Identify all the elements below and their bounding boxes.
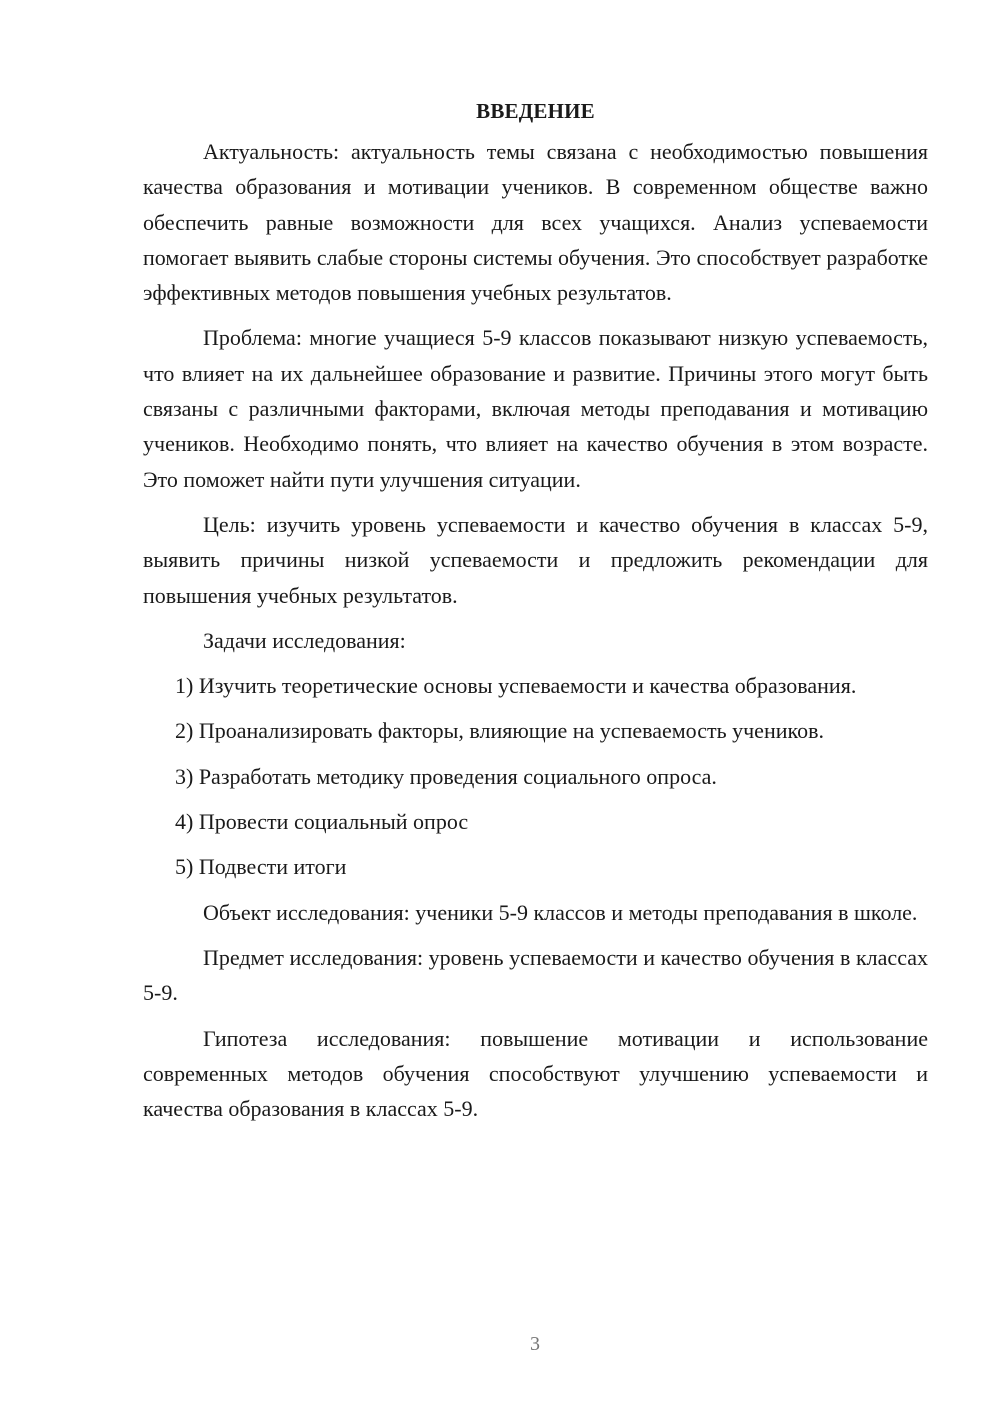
task-item-3: 3) Разработать методику проведения социального опроса. [175,763,717,789]
page-number: 3 [530,1333,540,1355]
object-paragraph: Объект исследования: ученики 5-9 классов и методы преподавания в школе. [203,899,918,925]
subject-paragraph: Предмет исследования: уровень успеваемости и качество обучения в классах 5-9. [143,944,928,1006]
task-item-2: 2) Проанализировать факторы, влияющие на успеваемость учеников. [175,718,824,744]
page-content [143,96,928,1136]
section-title: ВВЕДЕНИЕ [476,99,595,123]
task-item-1: 1) Изучить теоретические основы успеваемости и качества образования. [175,673,857,699]
task-item-5: 5) Подвести итоги [175,854,347,880]
tasks-heading: Задачи исследования: [203,627,406,653]
relevance-paragraph: Актуальность: актуальность темы связана с необходимостью повышения качества образования и мотивации учеников. В современном обществе важно обеспечить равные возможности для всех учащихся. Анализ успеваемости помогает выявить слабые стороны системы обучения. Это способствует разработке эффективных методов повышения учебных результатов. [143,139,928,306]
problem-paragraph: Проблема: многие учащиеся 5-9 классов показывают низкую успеваемость, что влияет на их дальнейшее образование и развитие. Причины этого могут быть связаны с различными факторами, включая методы преподавания и мотивацию учеников. Необходимо понять, что влияет на качество обучения в этом возрасте. Это поможет найти пути улучшения ситуации. [143,325,928,492]
task-item-4: 4) Провести социальный опрос [175,809,469,835]
hypothesis-paragraph: Гипотеза исследования: повышение мотивации и использование современных методов обучения способствуют улучшению успеваемости и качества образования в классах 5-9. [143,1025,928,1122]
goal-paragraph: Цель: изучить уровень успеваемости и качество обучения в классах 5-9, выявить причины низкой успеваемости и предложить рекомендации для повышения учебных результатов. [143,511,928,608]
